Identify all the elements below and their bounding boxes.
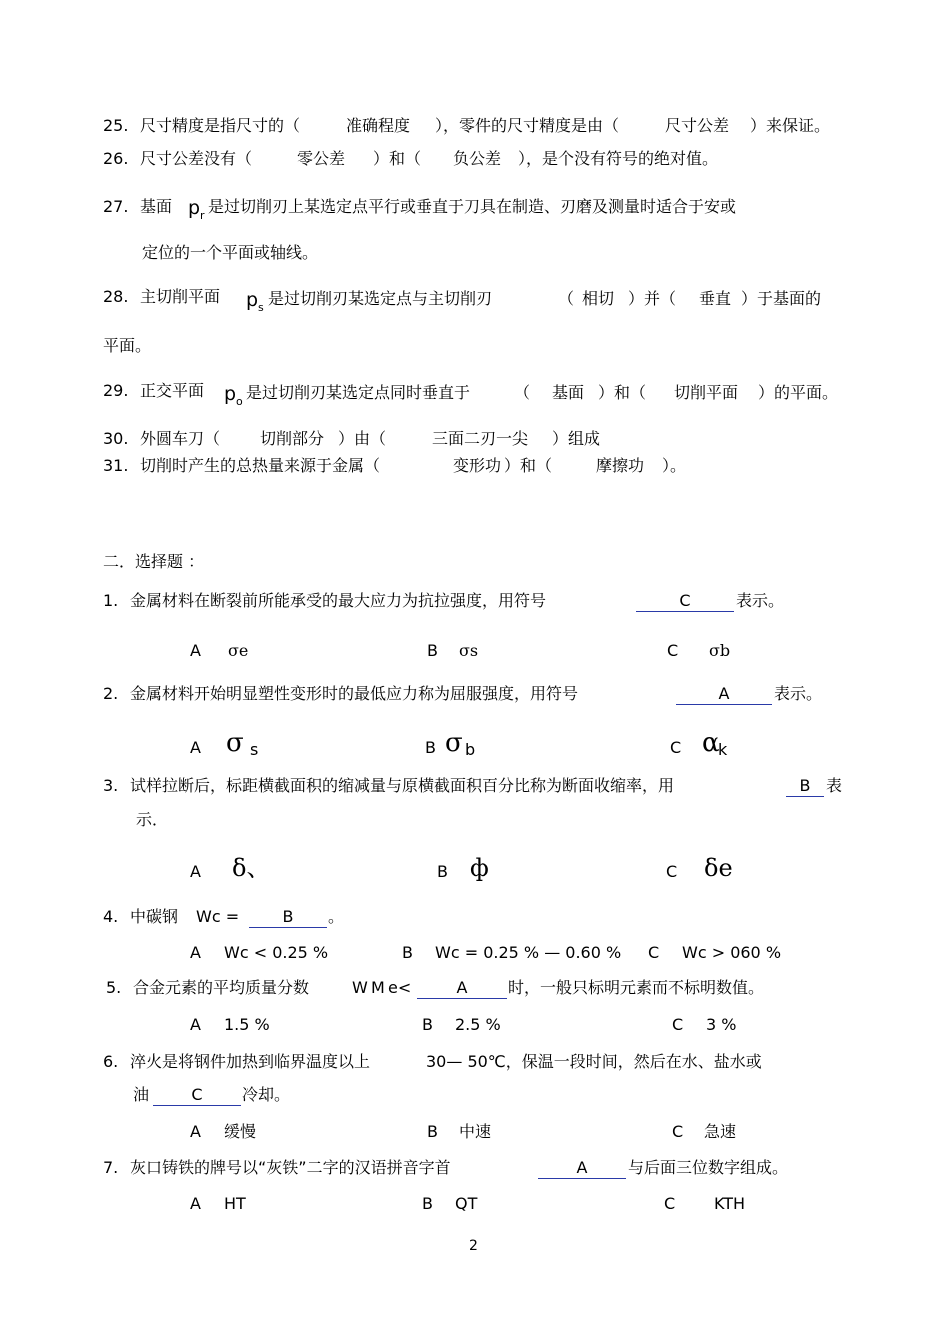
option-value: ф bbox=[470, 854, 489, 882]
option-letter: A bbox=[190, 738, 201, 757]
option-letter: C bbox=[667, 641, 679, 660]
q-tail: 表 bbox=[826, 776, 843, 795]
q-tail: 与后面三位数字组成。 bbox=[628, 1158, 789, 1177]
option-value: Wc = 0.25 % — 0.60 % bbox=[435, 943, 622, 962]
q-text: ）。 bbox=[662, 456, 687, 475]
q-text: ），是个没有符号的绝对值。 bbox=[518, 149, 719, 168]
option-symbol: α bbox=[702, 728, 720, 758]
q-text: 合金元素的平均质量分数 bbox=[133, 978, 310, 997]
q-text: 金属材料在断裂前所能承受的最大应力为抗拉强度，用符号 bbox=[130, 591, 547, 610]
answer: 变形功 bbox=[453, 456, 502, 475]
q-text: ）和（ bbox=[504, 456, 553, 475]
answer: 三面二刃一尖 bbox=[432, 429, 529, 448]
answer-blank: A bbox=[676, 684, 772, 705]
option-letter: B bbox=[427, 1122, 438, 1141]
q-formula: Wc = bbox=[196, 907, 240, 926]
q-text: 淬火是将钢件加热到临界温度以上 bbox=[130, 1052, 371, 1071]
option-letter: B bbox=[402, 943, 413, 962]
answer-blank: A bbox=[538, 1158, 626, 1179]
q-tail-cont: 示． bbox=[136, 810, 169, 829]
q-text: ）于基面的 bbox=[741, 289, 822, 308]
option-letter: C bbox=[670, 738, 682, 757]
plane-symbol: p bbox=[246, 289, 259, 311]
q-tail: 冷却。 bbox=[242, 1085, 291, 1104]
q-text: ）和（ bbox=[373, 149, 422, 168]
option-letter: B bbox=[427, 641, 438, 660]
option-value: b bbox=[465, 740, 476, 759]
option-value: σe bbox=[228, 641, 249, 660]
q-text: ）的平面。 bbox=[758, 383, 839, 402]
q-text: 是过切削刃某选定点同时垂直于 bbox=[246, 383, 471, 402]
q-number: 4. bbox=[103, 907, 119, 926]
plane-subscript: s bbox=[258, 301, 264, 314]
q-number: 7. bbox=[103, 1158, 119, 1177]
q-number: 28. bbox=[103, 287, 129, 306]
option-value: KTH bbox=[714, 1194, 746, 1213]
q-text: 主切削平面 bbox=[140, 287, 221, 306]
q-text: （ bbox=[514, 383, 531, 402]
q-number: 5. bbox=[106, 978, 122, 997]
q-formula: W M e< bbox=[352, 978, 412, 997]
q-tail: 时，一般只标明元素而不标明数值。 bbox=[508, 978, 765, 997]
answer: 切削平面 bbox=[674, 383, 739, 402]
answer-blank: B bbox=[249, 907, 327, 928]
q-tail: 表示。 bbox=[774, 684, 823, 703]
page-number: 2 bbox=[469, 1238, 478, 1254]
answer: 切削部分 bbox=[260, 429, 325, 448]
answer-blank: B bbox=[786, 776, 824, 797]
q-number: 31. bbox=[103, 456, 129, 475]
q-text: 切削时产生的总热量来源于金属（ bbox=[140, 456, 381, 475]
option-value: 中速 bbox=[459, 1122, 492, 1141]
q-text: 是过切削刃上某选定点平行或垂直于刀具在制造、刃磨及测量时适合于安或 bbox=[208, 197, 737, 216]
q-text-cont: 定位的一个平面或轴线。 bbox=[142, 243, 319, 262]
answer: 准确程度 bbox=[346, 116, 411, 135]
answer: 基面 bbox=[552, 383, 585, 402]
q-number: 3. bbox=[103, 776, 119, 795]
q-text: 中碳钢 bbox=[130, 907, 179, 926]
q-number: 6. bbox=[103, 1052, 119, 1071]
option-letter: A bbox=[190, 862, 201, 881]
option-letter: C bbox=[672, 1015, 684, 1034]
section-heading: 二．选择题 ： bbox=[103, 552, 205, 571]
q-text: 金属材料开始明显塑性变形时的最低应力称为屈服强度，用符号 bbox=[130, 684, 579, 703]
q-tail: 表示。 bbox=[736, 591, 785, 610]
answer-blank: C bbox=[636, 591, 734, 612]
q-text: 灰口铸铁的牌号以“灰铁”二字的汉语拼音字首 bbox=[130, 1158, 451, 1177]
option-letter: A bbox=[190, 1015, 201, 1034]
option-value: δ、 bbox=[232, 854, 271, 882]
option-letter: B bbox=[422, 1015, 433, 1034]
q-tail: 。 bbox=[328, 907, 345, 926]
q-text: 基面 bbox=[140, 197, 173, 216]
option-value: s bbox=[250, 740, 259, 759]
q-text: 尺寸公差没有（ bbox=[140, 149, 253, 168]
q-text: ）和（ bbox=[598, 383, 647, 402]
q-text: ）组成 bbox=[552, 429, 601, 448]
q-text: ），零件的尺寸精度是由（ bbox=[435, 116, 620, 135]
option-value: k bbox=[718, 740, 728, 759]
option-value: σb bbox=[709, 641, 731, 660]
option-letter: B bbox=[437, 862, 448, 881]
option-letter: C bbox=[648, 943, 660, 962]
answer-blank: A bbox=[417, 978, 507, 999]
plane-symbol: p bbox=[188, 197, 201, 219]
option-value: Wc < 0.25 % bbox=[224, 943, 329, 962]
option-letter: C bbox=[672, 1122, 684, 1141]
q-text-2: 30— 50℃，保温一段时间，然后在水、盐水或 bbox=[426, 1052, 762, 1071]
plane-subscript: o bbox=[236, 395, 243, 408]
q-text: 正交平面 bbox=[140, 381, 205, 400]
option-value: 1.5 % bbox=[224, 1015, 270, 1034]
option-letter: A bbox=[190, 943, 201, 962]
option-value: δe bbox=[704, 854, 733, 882]
option-letter: A bbox=[190, 1122, 201, 1141]
option-symbol: σ bbox=[226, 728, 244, 758]
answer: 尺寸公差 bbox=[665, 116, 730, 135]
answer: 垂直 bbox=[699, 289, 732, 308]
q-number: 27. bbox=[103, 197, 129, 216]
option-value: HT bbox=[224, 1194, 246, 1213]
answer: 零公差 bbox=[297, 149, 346, 168]
plane-subscript: r bbox=[200, 209, 205, 222]
option-value: 2.5 % bbox=[455, 1015, 501, 1034]
q-number: 1. bbox=[103, 591, 119, 610]
plane-symbol: p bbox=[224, 383, 237, 405]
answer: 摩擦功 bbox=[596, 456, 645, 475]
answer: 相切 bbox=[582, 289, 615, 308]
q-text: 试样拉断后，标距横截面积的缩减量与原横截面积百分比称为断面收缩率，用 bbox=[130, 776, 675, 795]
option-value: 急速 bbox=[704, 1122, 737, 1141]
q-text: ）由（ bbox=[338, 429, 387, 448]
option-value: σs bbox=[459, 641, 479, 660]
option-value: 3 % bbox=[706, 1015, 737, 1034]
q-number: 25. bbox=[103, 116, 129, 135]
q-text: 是过切削刃某选定点与主切削刃 bbox=[268, 289, 493, 308]
q-text-cont: 油 bbox=[133, 1085, 150, 1104]
q-text: ）来保证。 bbox=[750, 116, 831, 135]
answer-blank: C bbox=[153, 1085, 241, 1106]
q-text: ）并（ bbox=[628, 289, 677, 308]
q-text-cont: 平面。 bbox=[103, 336, 152, 355]
q-number: 29. bbox=[103, 381, 129, 400]
q-number: 30. bbox=[103, 429, 129, 448]
option-letter: C bbox=[664, 1194, 676, 1213]
option-letter: A bbox=[190, 641, 201, 660]
option-letter: A bbox=[190, 1194, 201, 1213]
q-number: 2. bbox=[103, 684, 119, 703]
q-text: 外圆车刀（ bbox=[140, 429, 221, 448]
option-letter: B bbox=[422, 1194, 433, 1213]
option-letter: B bbox=[425, 738, 436, 757]
answer: 负公差 bbox=[453, 149, 502, 168]
option-symbol: σ bbox=[445, 728, 463, 758]
option-letter: C bbox=[666, 862, 678, 881]
option-value: 缓慢 bbox=[224, 1122, 257, 1141]
q-number: 26. bbox=[103, 149, 129, 168]
q-text: 尺寸精度是指尺寸的（ bbox=[140, 116, 301, 135]
q-text: （ bbox=[558, 289, 575, 308]
option-value: QT bbox=[455, 1194, 478, 1213]
option-value: Wc > 060 % bbox=[682, 943, 782, 962]
